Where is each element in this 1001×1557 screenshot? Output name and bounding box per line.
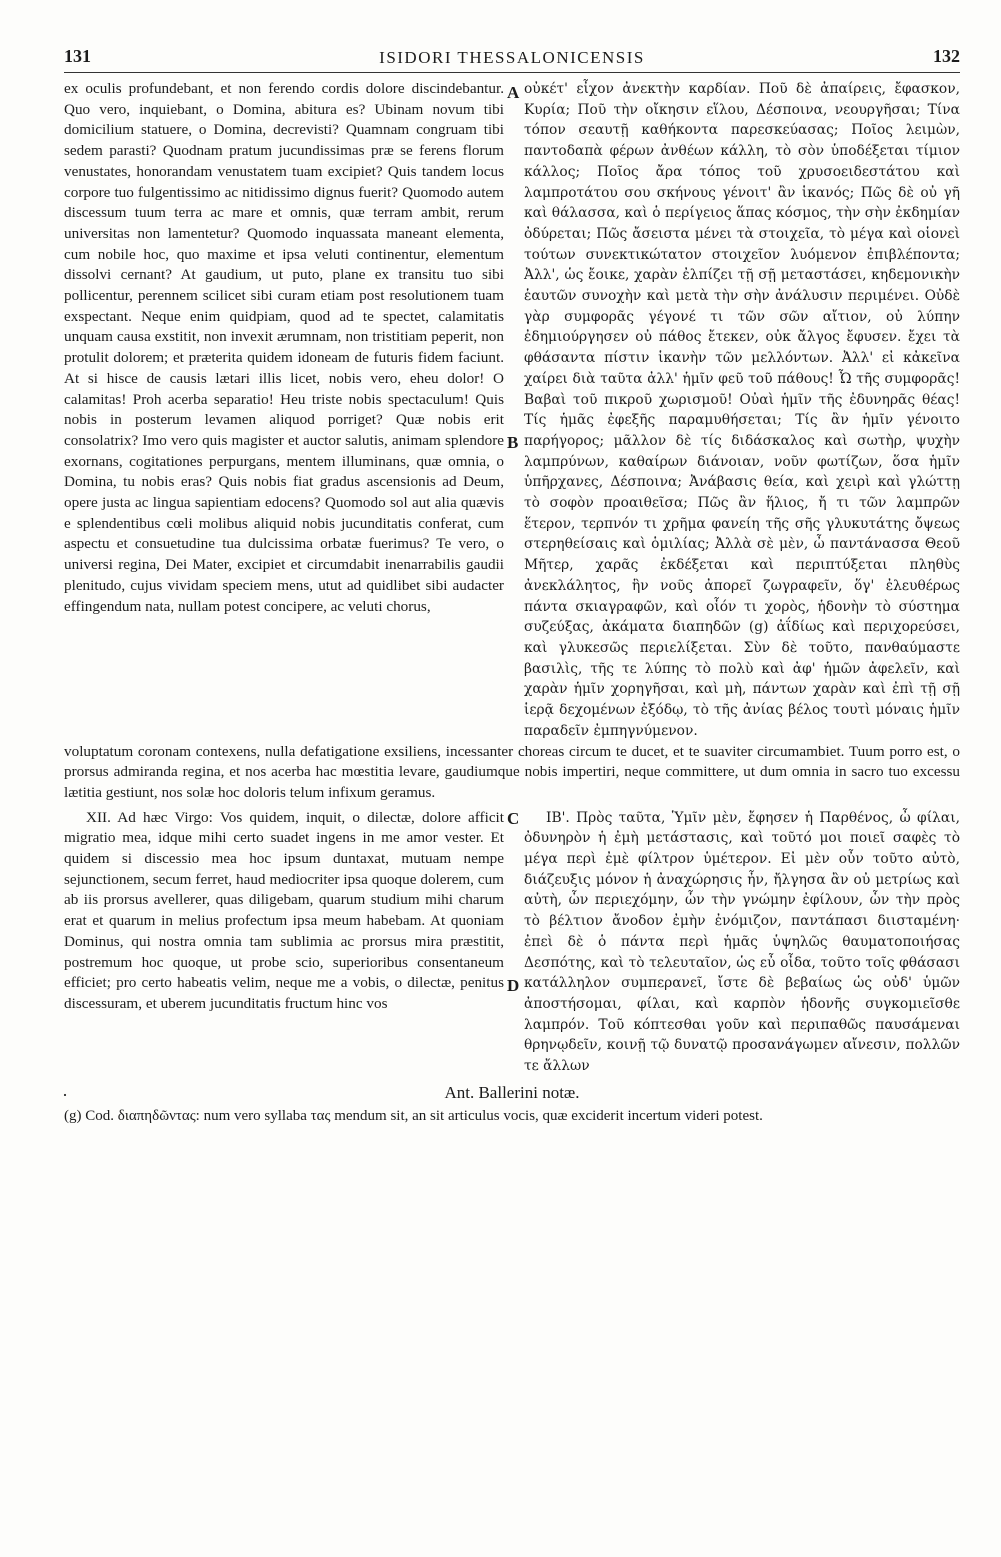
latin-text-1: ex oculis profundebant, et non ferendo cordis dolore discindebantur. Quo vero, inquiebant, o Domina, abitura es? Ubinam novum tibi domicilium statuere, o Domina, decrevisti? Quamnam congruam tibi sedem parasti? Quodnam pratum jucundissimas præ se ferens florum venustates, honorandam venustatem tuam excipiet? Quis tandem locus corpore tuo fulgentissimo ac nitidissimo dignus fuerit? Quomodo autem discessum tuum terra ac mare et omnis, quæ terram ambit, rerum universitas non lamentetur? Quomodo inquassata maneant elementa, cum nobile hoc, quo maxime et ipsa veluti continentur, elementum dissolvi cernant? At gaudium, ut puto, plane ex transitu tuo sibi pollicentur, perennem scilicet sibi curam etiam post resolutionem tuam exspectant. Neque enim quidpiam, quod ad te spectet, calamitatis unquam causa exstitit, non invexit ærumnam, non tristitiam peperit, non protulit dolorem; et præterita quidem idoneam de futuris fidem faciunt. At si hisce de causis lætari illis licet, nobis vero, eheu dolor! O calamitas! Proh acerba separatio! Heu triste nobis spectaculum! Quis nobis in posterum levamen aliquod porriget? Quæ nobis erit consolatrix? Imo vero quis magister et auctor salutis, animam splendore exornans, cogitationes perpurgans, mentem illuminans, quæ omnia, o Domina, tu nobis eras? Quis nobis fiat gradus ascensionis ad Deum, opere justa ac lingua sapientiam edocens? Quomodo sol aut alia quævis e splendentibus cœli molibus aliquid nobis jucunditatis conferat, cum aspectu et consuetudine tua dulcissima orbatæ fuerimus? Te vero, o universi regina, Dei Mater, excipiet et circumdabit inenarrabilis gaudii plenitudo, cujus vividam speciem mens, utut ad quidlibet sibi audacter effingendum nata, nullam potest concipere, ac veluti chorus,: [64, 80, 504, 615]
page-number-right: 132: [933, 46, 960, 66]
greek-text-2: ΙΒ'. Πρὸς ταῦτα, Ὑμῖν μὲν, ἔφησεν ἡ Παρθένος, ὦ φίλαι, ὀδυνηρὸν ἡ ἐμὴ μετάστασις, καὶ τοῦτό μοι ποιεῖ σαφὲς τὸ μέγα περὶ ἐμὲ φίλτρον ὑμέτερον. Εἰ μὲν οὖν τοῦτο αὐτὸ, διάζευξις μόνον ἡ ἀναχώρησις ἦν, ἤλγησα ἂν οὐ μετρίως καὶ αὐτὴ, ὧν περιεχόμην, ὧν τὴν γνώμην ἐφίλουν, ὧν τὴν πρὸς τὸ βέλτιον ἄνοδον ἐμὴν ἐνόμιζον, παντάπασι διισταμένη· ἐπεὶ δὲ ὁ πάντα περὶ ἡμᾶς ὑψηλῶς θαυματοποιήσας Δεσπότης, καὶ τὸ τελευταῖον, ὡς εὖ οἶδα, τοῦτο τοῖς φθάσασι κατάλληλον συμπερανεῖ, ἴστε δὲ βεβαίως ὡς οὐδ' ὑμῶν ἀποστήσομαι, φίλαι, καὶ καρπὸν ἡδονῆς συγκομιεῖσθε λαμπρόν. Τοῦ κόπτεσθαι γοῦν καὶ περιπαθῶς παυσάμεναι θρηνῳδεῖν, κοινῇ τῷ δυνατῷ προσανάγωμεν αἴνεσιν, πολλῶν τε ἄλλων: [524, 809, 960, 1075]
margin-marker-b: B: [507, 433, 519, 452]
greek-column-1: [524, 79, 960, 742]
footnote-g: (g) Cod. διαπηδῶντας: num vero syllaba τας mendum sit, an sit articulus vocis, quæ exciderit incertum videri potest.: [64, 1107, 763, 1124]
notes-title: Ant. Ballerini notæ.: [444, 1082, 580, 1102]
margin-markers-2: [507, 808, 521, 1077]
page-number-left: 131: [64, 46, 91, 66]
page-header: [64, 46, 960, 73]
margin-marker-a: A: [507, 83, 520, 102]
margin-marker-d: D: [507, 975, 520, 995]
full-width-paragraph: voluptatum coronam contexens, nulla defatigatione exsiliens, incessanter choreas circum te ducet, et te suaviter circumambiet. Tuum porro est, o prorsus admiranda regina, et nos acerba hac mœstitia levare, gaudiumque nobis impertiri, neque committere, ut dum omnia in sacro tuo excessu lætitia gestiunt, nos solæ hoc doloris telum infixum geramus.: [64, 742, 960, 801]
section-two-columns: [64, 808, 960, 1077]
footnote-mark: ·: [62, 1084, 68, 1105]
margin-marker-c: C: [507, 809, 520, 828]
notes-section: [64, 1083, 960, 1126]
greek-text-1: οὐκέτ' εἶχον ἀνεκτὴν καρδίαν. Ποῦ δὲ ἀπαίρεις, ἔφασκον, Κυρία; Ποῦ τὴν οἴκησιν εἵλου, Δέσποινα, νεουργῆσαι; Τίνα τόπον σεαυτῇ καθήκοντα παρεσκεύασας; Ποῖος λειμὼν, παντοδαπὰ φέρων ἀνθέων κάλλη, τὸ σὸν ὑποδέξεται τίμιον κάλλος; Ποῖος ἄρα τόπος τοῦ χρυσοειδεστάτου καὶ λαμπροτάτου σου σκήνους γένοιτ' ἂν ἱκανός; Πῶς δὲ οὐ γῆ καὶ θάλασσα, καὶ ὁ περίγειος ἅπας κόσμος, τὴν σὴν ἐκδημίαν ὀδύρεται; Πῶς ἄσειστα μένει τὰ στοιχεῖα, τὸ μέγα καὶ οἱονεὶ τούτων συνεκτικώτατον στοιχεῖον λυόμενον ἐπιβλέποντα; Ἀλλ', ὡς ἔοικε, χαρὰν ἐλπίζει τῇ σῇ μεταστάσει, κηδεμονικὴν ἑαυτῶν συνοχὴν καὶ μετὰ τὴν σὴν ἀνάλυσιν περιμένει. Οὐδὲ γὰρ συμφορᾶς γέγονέ τι τῶν σῶν αἴτιον, οὐ λύπην ἐδημιούργησεν οὐ πάθος ἔτεκεν, οὐκ ἄλγος ἔφυσεν. ἔχει τὰ φθάσαντα πίστιν ἱκανὴν τῶν μελλόντων. Ἀλλ' εἰ κἀκεῖνα χαίρει διὰ ταῦτα ἀλλ' ἡμῖν φεῦ τοῦ πάθους! Ὦ τῆς συμφορᾶς! Βαβαὶ τοῦ πικροῦ χωρισμοῦ! Οὐαὶ ἡμῖν τῆς ἐδυνηρᾶς θέας! Τίς ἡμᾶς ἐφεξῆς παραμυθήσεται; Τίς ἂν ἡμῖν γένοιτο παρήγορος; μᾶλλον δὲ τίς διδάσκαλος καὶ σωτὴρ, ψυχὴν λαμπρύνων, καθαίρων διάνοιαν, νοῦν φωτίζων, ὅσα ἡμῖν ὑπῆρχανες, Δέσποινα; Ἀνάβασις θεία, καὶ χειρὶ καὶ γλώττῃ τὸ σοφὸν προαιθεῖσα; Πῶς ἂν ἥλιος, ἤ τι τῶν λαμπρῶν ἕτερον, τερπνόν τι χρῆμα φανείη τῆς σῆς γλυκυτάτης ὄψεως στερηθείσαις καὶ ὁμιλίας; Ἀλλὰ σὲ μὲν, ὦ παντάνασσα Θεοῦ Μῆτερ, χαρᾶς ἐκδέξεται καὶ περιπτύξεται πληθὺς ἀνεκλάλητος, ἣν νοῦς ἀπορεῖ ζωγραφεῖν, ὅγ' ἐλευθέρως πάντα σκιαγραφῶν, καὶ οἷόν τι χορὸς, ἡδονὴν τὸ σύστημα συζεύξας, ἀκάματα διαπηδῶν (g) ἀΐδίως καὶ περιχορεύσει, καὶ γλυκεσῶς περιελίξεται. Σὺν δὲ τοῦτο, πανθαύμαστε βασιλὶς, τῆς τε λύπης τὸ πολὺ καὶ ἀφ' ἡμῶν ἀφελεῖν, καὶ χαρὰν ἡμῖν χορηγῆσαι, καὶ μὴ, πάντων χαρὰν καὶ ἐπὶ τῇ σῇ ἱερᾷ δεχομένων ἐξόδῳ, τὸ τῆς ἀνίας βέλος τουτὶ μόναις ἡμῖν παραδεῖν ἐμπηγνύμενον.: [524, 81, 960, 739]
latin-text-2: XII. Ad hæc Virgo: Vos quidem, inquit, o dilectæ, dolore afficit migratio mea, idque mihi certo suadet ingens in me amor vester. Et quidem si discessio mea hoc ipsum duntaxat, mutuam nempe sejunctionem, secum ferret, haud mediocriter ipsa quoque dolerem, cum ab iis prorsus avellerer, quas diligebam, quarum studium mihi charum erat et quarum in melius profectum ipsa meum habebam. At quoniam Dominus, qui nostra omnia tam sublimia ac prorsus mira præstitit, postremum hoc quoque, ut probe scio, superioribus consentaneum efficiet; pro certo habeatis velim, neque me a vobis, o dilectæ, penitus discessuram, et uberem jucunditatis fructum hinc vos: [64, 808, 504, 1012]
running-title: ISIDORI THESSALONICENSIS: [379, 48, 645, 67]
margin-markers-1: [507, 79, 521, 828]
page: [64, 46, 960, 1126]
latin-column-2: [64, 808, 504, 1077]
latin-column-1: [64, 79, 504, 742]
greek-column-2: [524, 808, 960, 1077]
